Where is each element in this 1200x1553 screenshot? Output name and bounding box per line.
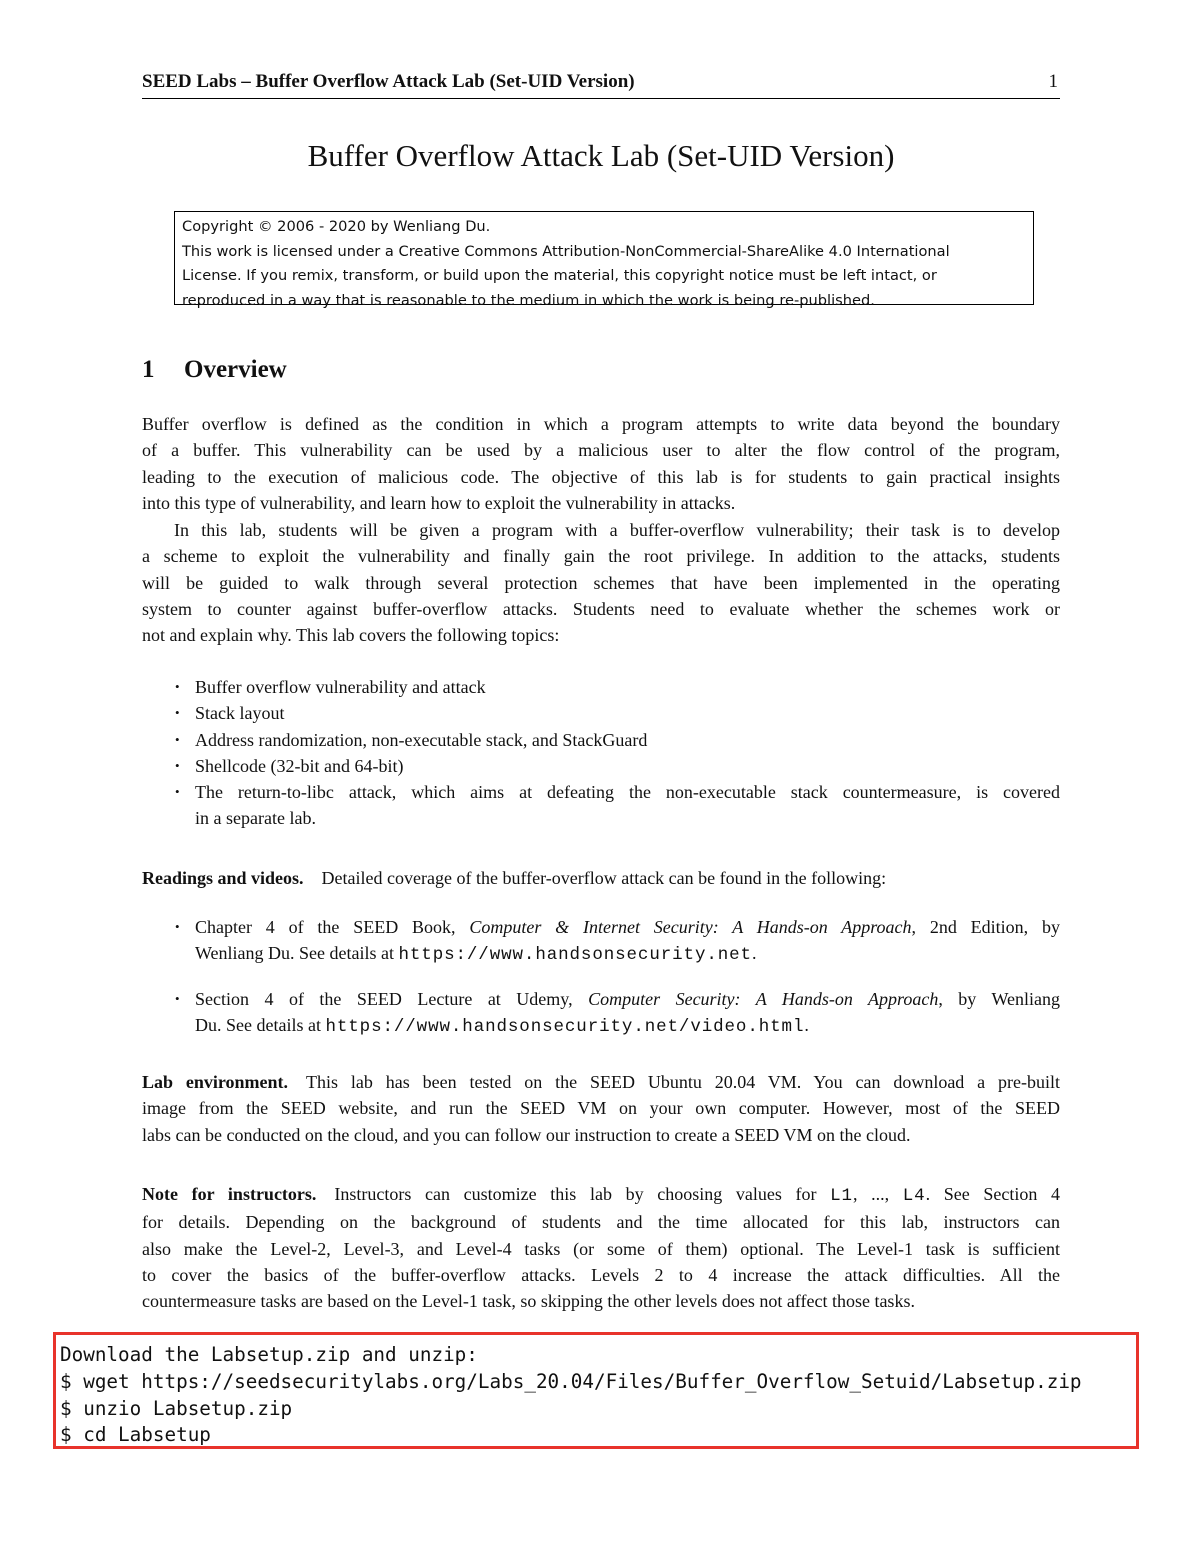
lab-environment-paragraph [142, 1069, 1060, 1148]
license-line: This work is licensed under a Creative Commons Attribution-NonCommercial-ShareAlike 4.0 International [182, 242, 950, 260]
page-number: 1 [1048, 71, 1058, 92]
document-title: Buffer Overflow Attack Lab (Set-UID Version) [307, 138, 895, 173]
bullet-icon: • [175, 990, 180, 1006]
license-line: reproduced in a way that is reasonable to the medium in which the work is being re-published. [182, 291, 875, 309]
course-title: Computer Security: A Hands-on Approach [588, 988, 939, 1009]
overview-paragraph-1 [142, 411, 1060, 516]
bullet-icon: • [175, 784, 180, 800]
book-url-link[interactable]: https://www.handsonsecurity.net [398, 945, 752, 966]
topics-list [172, 674, 1060, 832]
code-l4: L4 [902, 1186, 926, 1206]
paragraph-line: countermeasure tasks are based on the Level-1 task, so skipping the other levels does not affect those tasks. [142, 1291, 915, 1312]
book-title: Computer & Internet Security: A Hands-on Approach [469, 917, 912, 937]
code-l1: L1 [830, 1186, 853, 1206]
paragraph-line: will be guided to walk through several protection schemes that have been implemented in the operating [142, 572, 1060, 593]
section-title: Overview [184, 356, 287, 383]
paragraph-line: for details. Depending on the background of students and the time allocated for this lab, instructors can [142, 1212, 1060, 1233]
paragraph-line: not and explain why. This lab covers the following topics: [142, 625, 560, 646]
command-line: Download the Labsetup.zip and unzip: [60, 1343, 478, 1366]
paragraph-line: In this lab, students will be given a program with a buffer-overflow vulnerability; their task is to develop [174, 520, 1060, 540]
paragraph-line: leading to the execution of malicious code. The objective of this lab is for students to gain practical insights [142, 466, 1060, 487]
readings-list [172, 914, 1060, 1040]
bullet-icon: • [175, 731, 180, 747]
list-item: • Section 4 of the SEED Lecture at Udemy, Computer Security: A Hands-on Approach, by Wenliang Du. See details at https://www.handsonsecurity.net/video.html. [172, 986, 1060, 1041]
command-line: $ wget https://seedsecuritylabs.org/Labs_20.04/Files/Buffer_Overflow_Setuid/Labsetup.zip [60, 1369, 1082, 1393]
running-header [142, 70, 1060, 99]
paragraph-line: Note for instructors. Instructors can customize this lab by choosing values for L1, ..., L4. See Section 4 [142, 1184, 1060, 1206]
readings-label: Readings and videos. [142, 868, 304, 888]
bullet-icon: • [175, 679, 180, 694]
video-url-link[interactable]: https://www.handsonsecurity.net/video.html [325, 1016, 805, 1037]
paragraph-line: system to counter against buffer-overflow attacks. Students need to evaluate whether the schemes work or [142, 598, 1060, 619]
list-item: • Chapter 4 of the SEED Book, Computer & Internet Security: A Hands-on Approach, 2nd Edition, by Wenliang Du. See details at https://www.handsonsecurity.net. [172, 914, 1060, 969]
readings-paragraph [142, 865, 1060, 891]
list-item: • Stack layout [172, 700, 1060, 726]
lab-environment-label: Lab environment. [142, 1072, 289, 1092]
paragraph-line: image from the SEED website, and run the SEED VM on your own computer. However, most of the SEED [142, 1098, 1060, 1119]
instructors-note-paragraph [142, 1181, 1060, 1314]
bullet-icon: • [175, 919, 180, 934]
paragraph-line: to cover the basics of the buffer-overflow attacks. Levels 2 to 4 increase the attack difficulties. All the [142, 1264, 1060, 1285]
section-heading-overview [142, 356, 287, 384]
paragraph-line: labs can be conducted on the cloud, and you can follow our instruction to create a SEED VM on the cloud. [142, 1124, 911, 1145]
overview-paragraph-2 [142, 517, 1060, 648]
command-line: $ unzio Labsetup.zip [60, 1396, 293, 1420]
paragraph-line: Buffer overflow is defined as the condition in which a program attempts to write data beyond the boundary [142, 414, 1060, 434]
section-number: 1 [142, 356, 155, 383]
paragraph-line: into this type of vulnerability, and learn how to exploit the vulnerability in attacks. [142, 492, 736, 513]
list-item: • Shellcode (32-bit and 64-bit) [172, 753, 1060, 779]
download-command-box [53, 1332, 1139, 1449]
bullet-icon: • [175, 757, 180, 773]
paragraph-line: a scheme to exploit the vulnerability and finally gain the root privilege. In addition to the attacks, students [142, 546, 1060, 567]
copyright-line: Copyright © 2006 - 2020 by Wenliang Du. [182, 218, 491, 235]
license-line: License. If you remix, transform, or build upon the material, this copyright notice must be left intact, or [182, 267, 937, 285]
bullet-icon: • [175, 705, 180, 721]
list-item: • The return-to-libc attack, which aims at defeating the non-executable stack countermeasure, is covered in a separate lab. [172, 779, 1060, 832]
instructors-label: Note for instructors. [142, 1184, 317, 1204]
running-header-title: SEED Labs – Buffer Overflow Attack Lab (Set-UID Version) [142, 71, 635, 92]
list-item: • Address randomization, non-executable stack, and StackGuard [172, 727, 1060, 753]
paragraph-line: Lab environment. This lab has been tested on the SEED Ubuntu 20.04 VM. You can download a pre-built [142, 1072, 1060, 1092]
list-item: • Buffer overflow vulnerability and attack [172, 674, 1060, 700]
copyright-notice-box [174, 211, 1034, 309]
command-line: $ cd Labsetup [60, 1423, 211, 1447]
paragraph-line: Readings and videos. Detailed coverage of the buffer-overflow attack can be found in the following: [142, 868, 887, 888]
paragraph-line: also make the Level-2, Level-3, and Level-4 tasks (or some of them) optional. The Level-1 task is sufficient [142, 1238, 1060, 1259]
paragraph-line: of a buffer. This vulnerability can be used by a malicious user to alter the flow control of the program, [142, 440, 1060, 461]
